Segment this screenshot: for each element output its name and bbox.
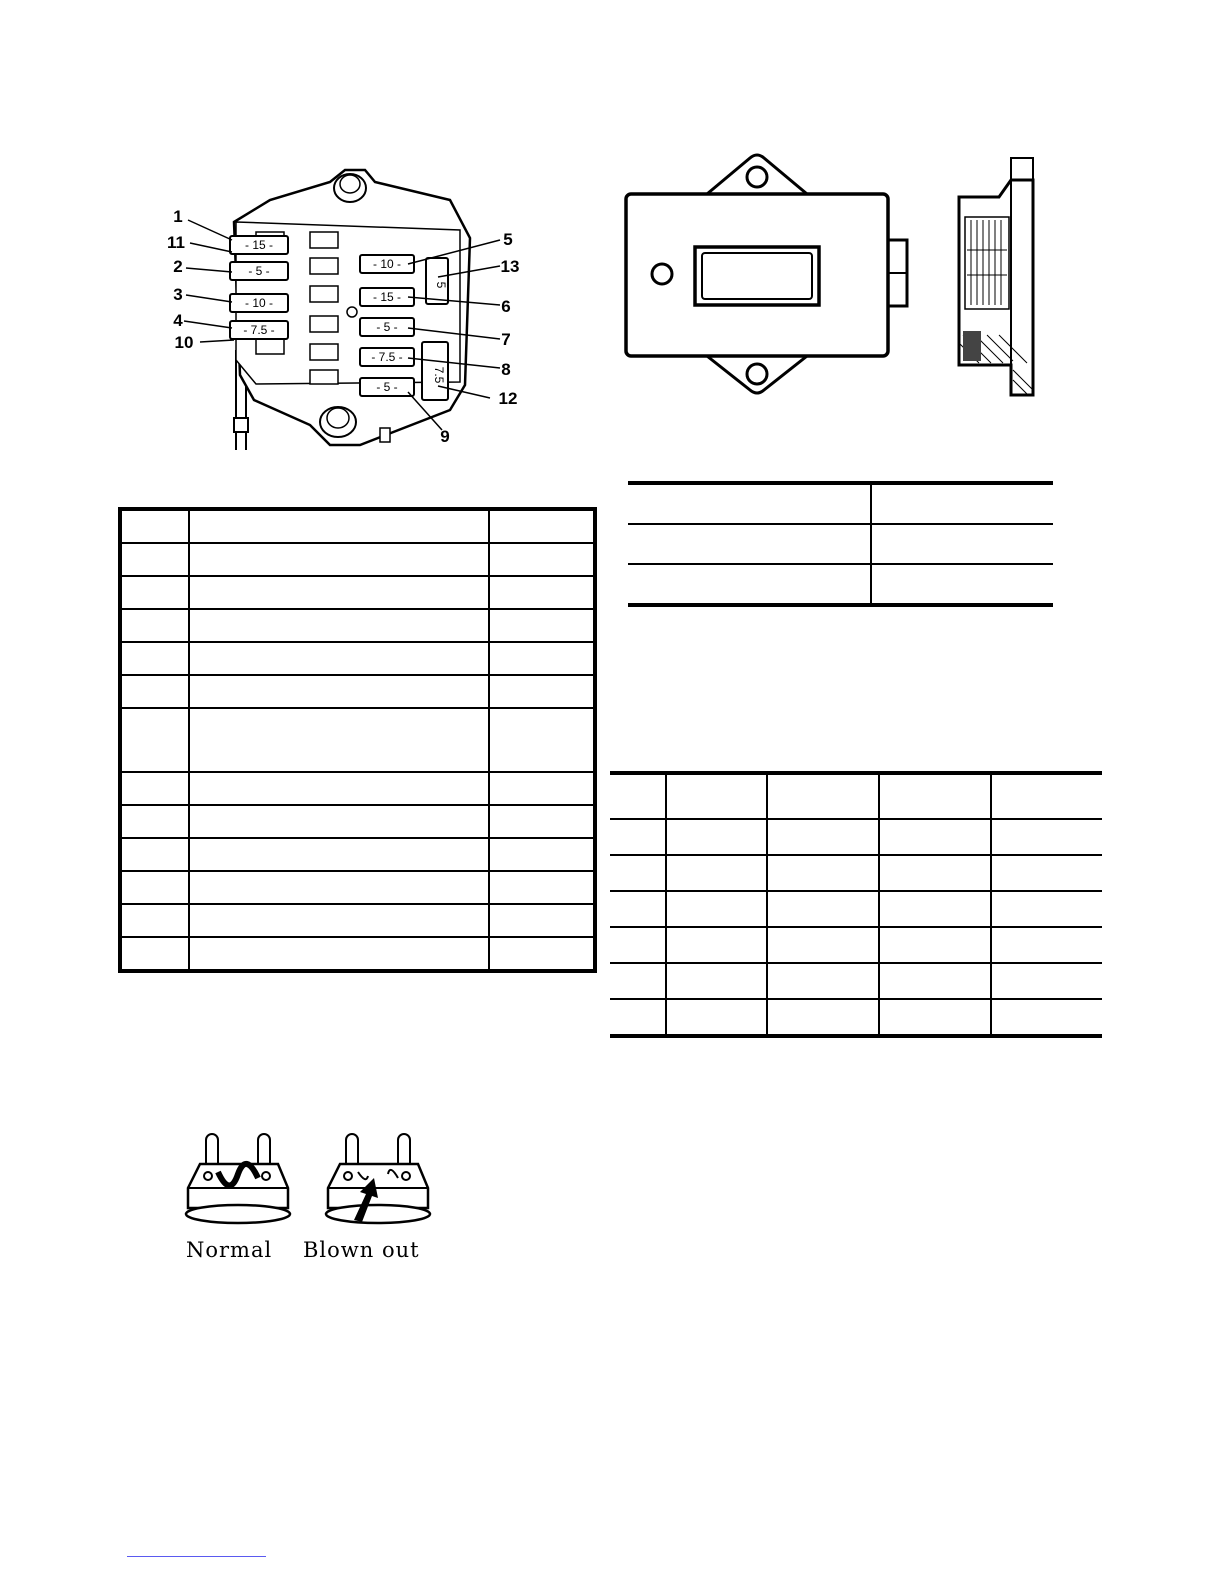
callout-2: 2 [173, 257, 183, 276]
fuse-normal-label: Normal [186, 1238, 273, 1262]
fuse-label-1: - 15 - [244, 238, 274, 252]
callout-9: 9 [440, 427, 450, 446]
fuse-label-8: - 7.5 - [371, 350, 403, 364]
table-row [120, 509, 595, 543]
table-row [120, 904, 595, 937]
callout-7: 7 [501, 330, 511, 349]
table-row [628, 524, 1053, 564]
fuse-label-5: - 10 - [372, 257, 402, 271]
fuse-label-3: - 10 - [244, 296, 274, 310]
fuse-label-7: - 5 - [376, 320, 398, 334]
fuse-label-2: - 5 - [248, 264, 270, 278]
table-row [120, 805, 595, 838]
fuse-label-9: - 5 - [376, 380, 398, 394]
table-row [120, 708, 595, 772]
table-row [120, 609, 595, 642]
module-side-view [955, 155, 1040, 400]
table-row [610, 891, 1102, 927]
table-row [120, 871, 595, 904]
callout-12: 12 [498, 389, 518, 408]
table-row [610, 963, 1102, 999]
table-row [120, 838, 595, 871]
table-row [610, 773, 1102, 819]
table-row [120, 576, 595, 609]
callout-8: 8 [501, 360, 511, 379]
fuse-label-6: - 15 - [372, 290, 402, 304]
table-row [120, 642, 595, 675]
callout-3: 3 [173, 285, 183, 304]
callout-13: 13 [500, 257, 520, 276]
table-row [120, 772, 595, 805]
table-row [610, 855, 1102, 891]
callout-5: 5 [503, 230, 513, 249]
table-row [610, 999, 1102, 1036]
fuse-label-4: - 7.5 - [243, 323, 275, 337]
fuse-data-table [118, 507, 597, 973]
fuse-box-diagram [160, 160, 530, 455]
module-front-view [622, 152, 912, 397]
table-row [120, 543, 595, 576]
table-row [610, 819, 1102, 855]
table-row [120, 675, 595, 708]
fuse-blown-illustration [318, 1128, 438, 1228]
callout-4: 4 [173, 311, 183, 330]
table-row [610, 927, 1102, 963]
footer-link-underline[interactable] [127, 1556, 266, 1557]
fuse-label-12: 7.5 [432, 366, 446, 384]
fuse-label-13: 5 [434, 281, 448, 289]
table-row [628, 483, 1053, 524]
table-row [120, 937, 595, 971]
fuse-blown-label: Blown out [303, 1238, 420, 1262]
callout-11: 11 [167, 233, 185, 252]
callout-6: 6 [501, 297, 511, 316]
callout-10: 10 [174, 333, 194, 352]
spec-data-table [610, 771, 1102, 1038]
relay-data-table [628, 481, 1053, 607]
fuse-normal-illustration [178, 1128, 298, 1228]
table-row [628, 564, 1053, 605]
callout-1: 1 [173, 207, 183, 226]
